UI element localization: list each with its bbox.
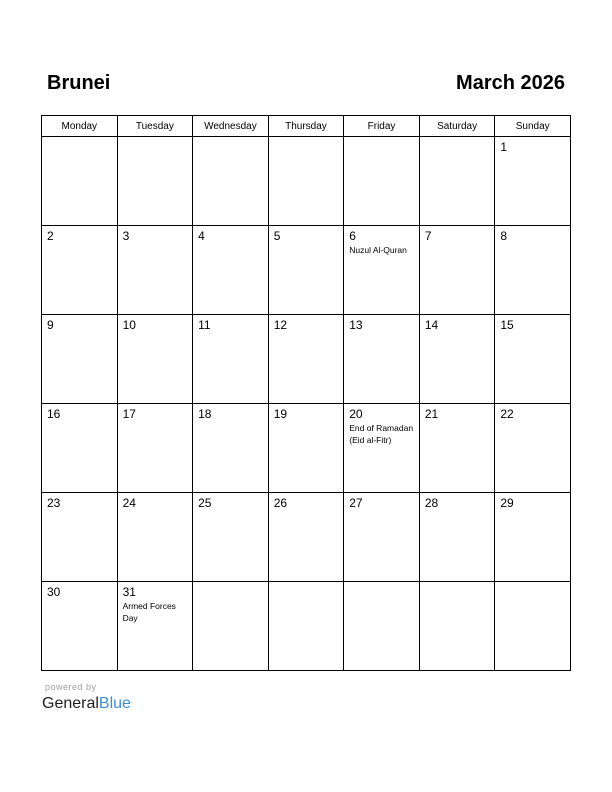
day-number: 12	[273, 318, 288, 332]
day-cell-content	[42, 582, 117, 599]
powered-by-label: powered by	[45, 682, 97, 692]
day-cell-content	[495, 226, 570, 243]
weekday-header: Sunday	[495, 116, 571, 137]
weekday-header-row	[42, 116, 571, 137]
day-cell-content	[269, 137, 344, 140]
day-cell[interactable]	[419, 493, 495, 582]
day-cell[interactable]	[495, 226, 571, 315]
day-cell[interactable]	[268, 493, 344, 582]
empty-day-cell	[344, 582, 420, 671]
day-number: 6	[349, 229, 356, 243]
day-cell-content	[420, 315, 495, 332]
day-cell[interactable]	[117, 226, 193, 315]
day-cell-content	[193, 404, 268, 421]
day-number: 2	[47, 229, 54, 243]
day-cell[interactable]	[42, 226, 118, 315]
day-number: 21	[424, 407, 439, 421]
day-cell-content	[420, 404, 495, 421]
day-cell[interactable]	[42, 404, 118, 493]
day-number: 28	[424, 496, 439, 510]
day-number: 13	[349, 318, 363, 332]
day-number: 7	[424, 229, 432, 243]
day-cell[interactable]	[419, 404, 495, 493]
day-number: 23	[47, 496, 61, 510]
day-cell-content	[344, 137, 419, 140]
day-cell-content	[420, 582, 495, 585]
day-cell[interactable]	[117, 493, 193, 582]
day-cell-content	[118, 315, 193, 332]
day-number: 30	[47, 585, 61, 599]
empty-day-cell	[419, 582, 495, 671]
day-cell-content	[42, 226, 117, 243]
day-cell-content	[42, 493, 117, 510]
day-cell[interactable]	[344, 315, 420, 404]
empty-day-cell	[268, 582, 344, 671]
day-cell-content	[269, 582, 344, 585]
day-number: 3	[122, 229, 130, 243]
day-cell-content	[495, 493, 570, 510]
day-cell-content	[344, 315, 419, 332]
day-cell[interactable]	[117, 404, 193, 493]
day-cell[interactable]	[419, 226, 495, 315]
day-cell-content	[344, 404, 419, 446]
day-number: 4	[198, 229, 205, 243]
month-year-title: March 2026	[456, 72, 565, 94]
day-number: 20	[349, 407, 363, 421]
day-cell[interactable]	[193, 404, 269, 493]
day-cell-content	[193, 137, 268, 140]
day-number: 8	[500, 229, 508, 243]
day-cell-content	[495, 404, 570, 421]
calendar-grid	[41, 115, 571, 671]
day-cell-content	[42, 137, 117, 140]
day-cell[interactable]	[344, 404, 420, 493]
holiday-label: Armed Forces Day	[122, 601, 176, 623]
empty-day-cell	[419, 137, 495, 226]
week-row	[42, 493, 571, 582]
day-cell-content	[118, 137, 193, 140]
day-cell-content	[495, 582, 570, 585]
day-number: 16	[47, 407, 61, 421]
day-cell-content	[42, 315, 117, 332]
empty-day-cell	[193, 582, 269, 671]
holiday-label: End of Ramadan (Eid al-Fitr)	[349, 423, 414, 445]
weekday-header: Wednesday	[193, 116, 269, 137]
generalblue-logo[interactable]	[42, 694, 131, 714]
day-cell-content	[193, 226, 268, 243]
day-cell-content	[269, 404, 344, 421]
day-cell[interactable]	[344, 493, 420, 582]
day-number: 26	[273, 496, 288, 510]
day-cell[interactable]	[495, 493, 571, 582]
empty-day-cell	[495, 582, 571, 671]
day-cell[interactable]	[42, 582, 118, 671]
day-cell-content	[344, 582, 419, 585]
day-number: 22	[500, 407, 514, 421]
day-number: 14	[424, 318, 439, 332]
day-cell[interactable]	[495, 404, 571, 493]
weekday-header: Monday	[42, 116, 118, 137]
day-cell-content	[42, 404, 117, 421]
day-cell-content	[118, 226, 193, 243]
day-cell-content	[118, 493, 193, 510]
day-cell-content	[118, 404, 193, 421]
day-number: 17	[122, 407, 136, 421]
day-cell-content	[193, 315, 268, 332]
day-cell[interactable]	[42, 315, 118, 404]
day-cell-content	[193, 493, 268, 510]
week-row	[42, 226, 571, 315]
day-cell[interactable]	[117, 582, 193, 671]
day-cell[interactable]	[42, 493, 118, 582]
weekday-header: Friday	[344, 116, 420, 137]
day-cell[interactable]	[495, 315, 571, 404]
weekday-header: Thursday	[268, 116, 344, 137]
day-cell[interactable]	[268, 226, 344, 315]
day-cell[interactable]	[193, 493, 269, 582]
day-cell-content	[420, 226, 495, 243]
week-row	[42, 315, 571, 404]
day-cell[interactable]	[117, 315, 193, 404]
week-row	[42, 137, 571, 226]
logo-text-blue: Blue	[98, 695, 131, 712]
empty-day-cell	[193, 137, 269, 226]
day-cell[interactable]	[268, 315, 344, 404]
week-row	[42, 404, 571, 493]
day-cell-content	[344, 493, 419, 510]
day-number: 15	[500, 318, 514, 332]
day-number: 31	[122, 585, 136, 599]
day-number: 27	[349, 496, 363, 510]
day-cell-content	[420, 493, 495, 510]
day-number: 25	[198, 496, 212, 510]
weekday-header: Tuesday	[117, 116, 193, 137]
day-number: 5	[273, 229, 281, 243]
day-number: 19	[273, 407, 288, 421]
day-cell[interactable]	[193, 315, 269, 404]
logo-text-general: General	[42, 695, 99, 712]
day-number: 18	[198, 407, 212, 421]
empty-day-cell	[42, 137, 118, 226]
day-cell-content	[193, 582, 268, 585]
weekday-header: Saturday	[419, 116, 495, 137]
country-title: Brunei	[47, 72, 111, 94]
empty-day-cell	[117, 137, 193, 226]
day-cell[interactable]	[419, 315, 495, 404]
holiday-label: Nuzul Al-Quran	[349, 245, 407, 255]
day-number: 10	[122, 318, 136, 332]
day-cell-content	[344, 226, 419, 256]
day-number: 9	[47, 318, 54, 332]
day-number: 29	[500, 496, 514, 510]
day-cell[interactable]	[268, 404, 344, 493]
day-number: 1	[500, 140, 508, 154]
day-number: 24	[122, 496, 136, 510]
day-cell-content	[269, 493, 344, 510]
empty-day-cell	[268, 137, 344, 226]
day-cell-content	[118, 582, 193, 624]
day-cell[interactable]	[193, 226, 269, 315]
empty-day-cell	[344, 137, 420, 226]
day-cell-content	[495, 137, 570, 154]
day-cell[interactable]	[495, 137, 571, 226]
day-number: 11	[198, 318, 211, 332]
day-cell[interactable]	[344, 226, 420, 315]
day-cell-content	[420, 137, 495, 140]
day-cell-content	[269, 226, 344, 243]
day-cell-content	[269, 315, 344, 332]
day-cell-content	[495, 315, 570, 332]
week-row	[42, 582, 571, 671]
